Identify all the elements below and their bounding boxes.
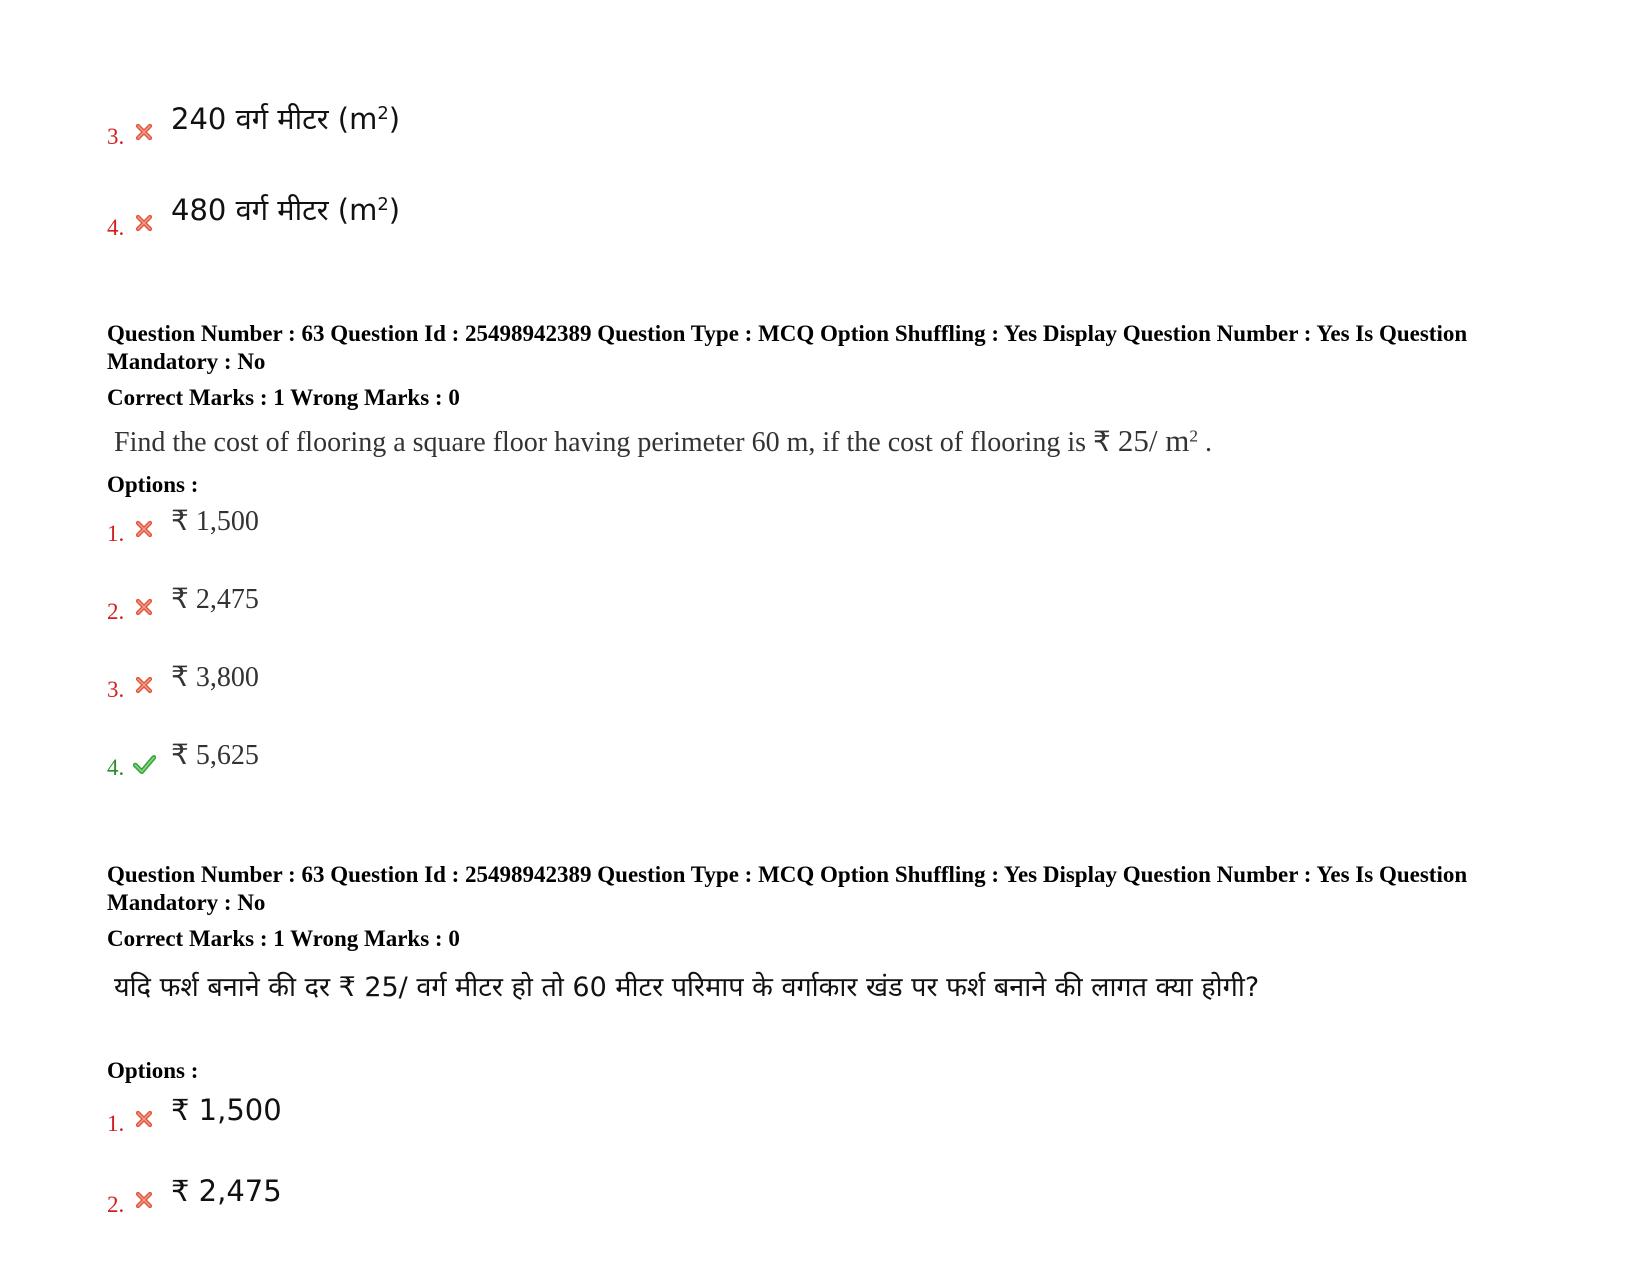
option-text: ₹ 1,500 xyxy=(171,1093,282,1127)
option-unit: वर्ग मीटर (m xyxy=(235,193,378,227)
options-label: Options : xyxy=(107,1058,199,1083)
check-icon xyxy=(132,752,156,776)
question-marks: Correct Marks : 1 Wrong Marks : 0 xyxy=(107,385,460,410)
question-text-main: Find the cost of flooring a square floor having perimeter 60 m, if the cost of flooring is ₹ xyxy=(114,427,1118,458)
option-unit: वर्ग मीटर (m xyxy=(235,102,378,136)
cross-icon xyxy=(133,1108,155,1130)
question-text-tail: . xyxy=(1198,427,1212,458)
cross-icon xyxy=(133,596,155,618)
option-number: 4. xyxy=(107,215,125,240)
option-text: ₹ 2,475 xyxy=(171,584,259,615)
option-value: 480 xyxy=(171,193,227,227)
cross-icon xyxy=(133,121,155,143)
option-number: 3. xyxy=(107,124,125,149)
option-text: ₹ 2,475 xyxy=(171,1174,282,1208)
cross-icon xyxy=(133,1189,155,1211)
question-text xyxy=(114,424,1212,460)
option-text: ₹ 3,800 xyxy=(171,662,259,693)
option-text xyxy=(171,102,400,136)
question-marks: Correct Marks : 1 Wrong Marks : 0 xyxy=(107,926,460,951)
option-number: 2. xyxy=(107,1192,125,1217)
cross-icon xyxy=(133,674,155,696)
cross-icon xyxy=(133,212,155,234)
question-rate-superscript: 2 xyxy=(1189,426,1198,446)
option-text: ₹ 5,625 xyxy=(171,740,259,771)
question-text: यदि फर्श बनाने की दर ₹ 25/ वर्ग मीटर हो तो 60 मीटर परिमाप के वर्गाकार खंड पर फर्श बनाने की लागत क्या होगी? xyxy=(114,972,1260,1003)
question-meta: Question Number : 63 Question Id : 25498942389 Question Type : MCQ Option Shuffling : Yes Display Question Number : Yes Is Question Mandatory : No xyxy=(107,321,1468,374)
option-unit-superscript: 2 xyxy=(377,103,389,125)
option-text: ₹ 1,500 xyxy=(171,506,259,537)
options-label: Options : xyxy=(107,472,199,497)
question-rate: 25/ m xyxy=(1117,423,1190,458)
option-value: 240 xyxy=(171,102,227,136)
option-unit-superscript: 2 xyxy=(377,194,389,216)
question-meta: Question Number : 63 Question Id : 25498942389 Question Type : MCQ Option Shuffling : Yes Display Question Number : Yes Is Question Mandatory : No xyxy=(107,862,1468,915)
option-number: 4. xyxy=(107,755,125,780)
option-number: 1. xyxy=(107,1111,125,1136)
option-unit-close: ) xyxy=(388,193,401,227)
option-unit-close: ) xyxy=(388,102,401,136)
cross-icon xyxy=(133,518,155,540)
option-number: 2. xyxy=(107,599,125,624)
option-number: 3. xyxy=(107,677,125,702)
option-text xyxy=(171,193,400,227)
option-number: 1. xyxy=(107,521,125,546)
